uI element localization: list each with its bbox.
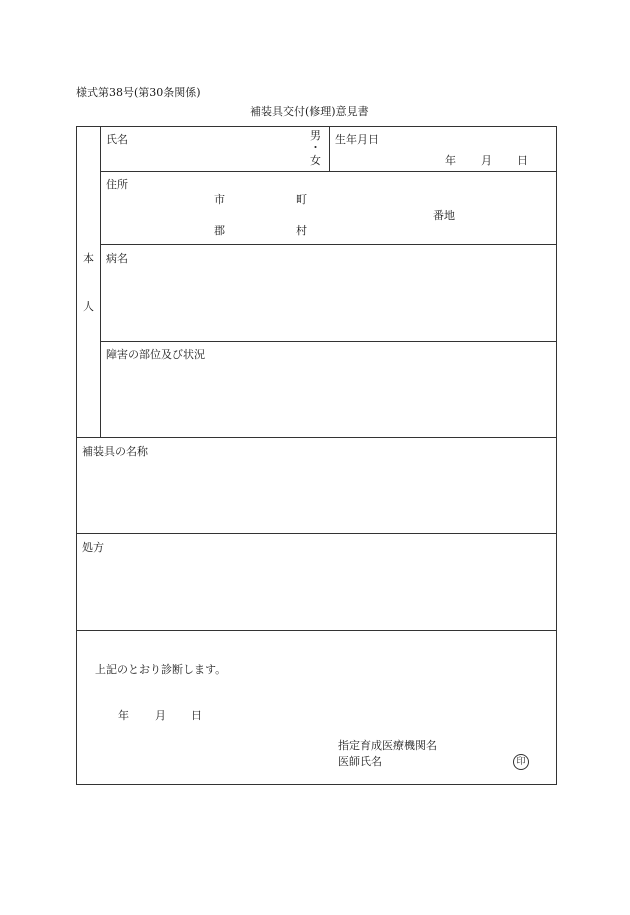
birth-month: 月 [481, 154, 492, 167]
disability-label: 障害の部位及び状況 [106, 348, 205, 361]
address-banchi: 番地 [433, 209, 455, 222]
form-number: 様式第38号(第30条関係) [76, 86, 201, 99]
form-title: 補装具交付(修理)意見書 [250, 105, 369, 118]
cert-year: 年 [118, 709, 129, 722]
device-name-field[interactable] [80, 461, 552, 530]
seal-mark: 印 [513, 754, 529, 770]
address-county: 郡 [214, 224, 225, 237]
person-label-nin: 人 [83, 300, 94, 313]
birthdate-label: 生年月日 [335, 133, 379, 146]
sex-male[interactable]: 男 [310, 129, 321, 142]
cert-month: 月 [155, 709, 166, 722]
prescription-field[interactable] [80, 557, 552, 627]
address-town: 町 [296, 193, 307, 206]
disability-field[interactable] [104, 364, 552, 434]
disease-field[interactable] [104, 268, 552, 338]
institution-label: 指定育成医療機関名 [338, 739, 437, 752]
certification-statement: 上記のとおり診断します。 [95, 663, 227, 676]
address-village: 村 [296, 224, 307, 237]
address-city: 市 [214, 193, 225, 206]
address-label: 住所 [106, 178, 128, 191]
sex-separator: ・ [310, 141, 321, 154]
doctor-label: 医師氏名 [338, 755, 382, 768]
person-label-hon: 本 [83, 252, 94, 265]
birth-day: 日 [517, 154, 528, 167]
birth-year: 年 [445, 154, 456, 167]
cert-day: 日 [191, 709, 202, 722]
disease-label: 病名 [106, 252, 128, 265]
sex-female[interactable]: 女 [310, 154, 321, 167]
name-label: 氏名 [106, 133, 128, 146]
device-name-label: 補装具の名称 [82, 445, 148, 458]
name-field[interactable] [140, 130, 300, 168]
prescription-label: 処方 [82, 541, 104, 554]
